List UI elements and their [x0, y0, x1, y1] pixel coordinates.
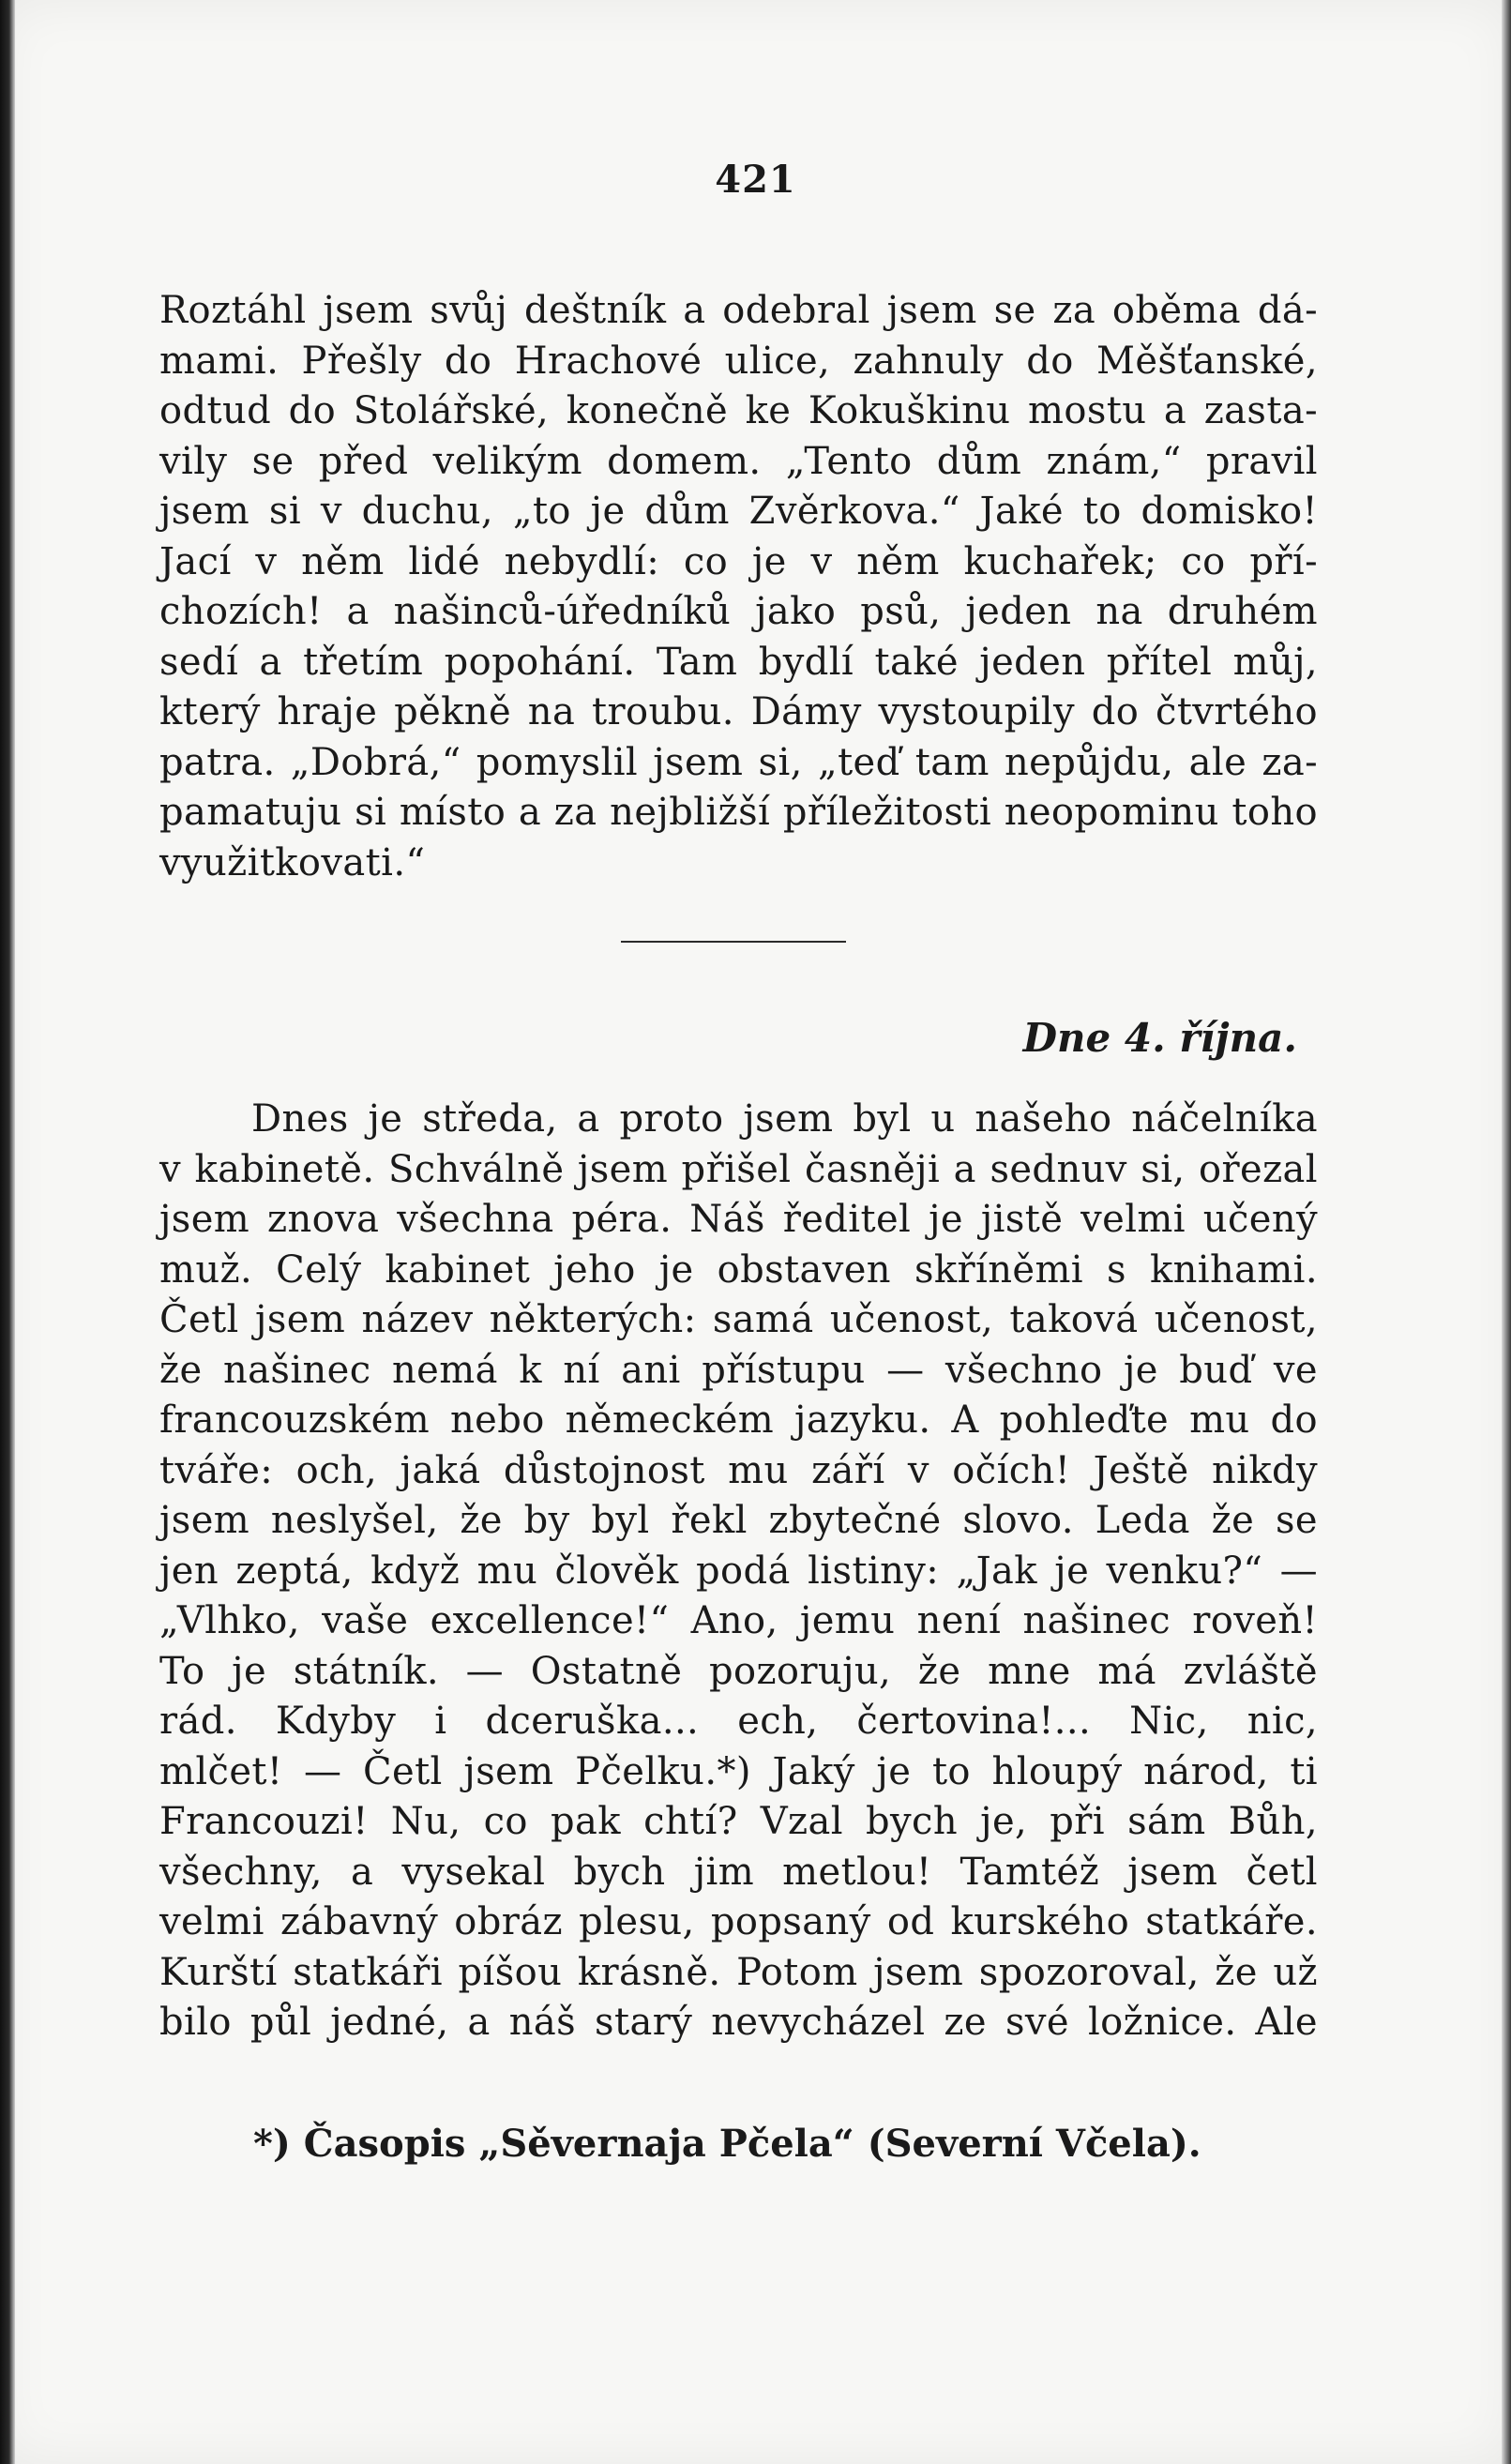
text-line: muž. Celý kabinet jeho je obstaven skříněmi s knihami. [159, 1247, 1318, 1292]
paragraph-1 [159, 286, 1318, 888]
text-line: jsem neslyšel, že by byl řekl zbytečné slovo. Leda že se [159, 1499, 1318, 1542]
text-line: chozích! a našinců-úředníků jako psů, jeden na druhém [159, 590, 1318, 633]
text-line: vily se před velikým domem. „Tento dům znám,“ pravil [159, 439, 1318, 483]
text-line: v kabinetě. Schválně jsem přišel časněji a sednuv si, ořezal [159, 1147, 1318, 1191]
text-line: který hraje pěkně na troubu. Dámy vystoupily do čtvrtého [159, 690, 1318, 733]
text-line: jsem si v duchu, „to je dům Zvěrkova.“ Jaké to domisko! [159, 490, 1318, 533]
footnote: *) Časopis „Sěvernaja Pčela“ (Severní Včela). [253, 2122, 1201, 2166]
text-line: že našinec nemá k ní ani přístupu — všechno je buď ve [159, 1348, 1318, 1392]
text-line: pamatuju si místo a za nejbližší příležitosti neopominu toho [159, 791, 1318, 834]
text-line: jen zeptá, když mu člověk podá listiny: „Jak je venku?“ — [159, 1549, 1318, 1593]
text-line: velmi zábavný obráz plesu, popsaný od kurského statkáře. [159, 1900, 1318, 1943]
text-line: „Vlhko, vaše excellence!“ Ano, jemu není našinec roveň! [159, 1599, 1318, 1642]
text-line: jsem znova všechna péra. Náš ředitel je jistě velmi učený [159, 1198, 1318, 1241]
text-line: francouzském nebo německém jazyku. A pohleďte mu do [159, 1398, 1318, 1442]
text-line: všechny, a vysekal bych jim metlou! Tamtéž jsem četl [159, 1850, 1318, 1894]
text-line: rád. Kdyby i dceruška... ech, čertovina!... Nic, nic, [159, 1700, 1318, 1743]
text-line: To je státník. — Ostatně pozoruju, že mne má zvláště [159, 1649, 1318, 1693]
text-line: mami. Přešly do Hrachové ulice, zahnuly do Měšťanské, [159, 339, 1318, 383]
page-left-edge [0, 0, 15, 2464]
paragraph-2 [159, 1095, 1318, 2048]
text-line: Jací v něm lidé nebydlí: co je v něm kuchařek; co pří- [159, 539, 1318, 583]
page-number: 421 [715, 158, 796, 202]
section-separator [621, 941, 846, 943]
text-line: využitkovati.“ [159, 840, 426, 884]
text-line: Četl jsem název některých: samá učenost, taková učenost, [159, 1298, 1318, 1341]
text-line: Kurští statkáři píšou krásně. Potom jsem spozoroval, že už [159, 1950, 1318, 1994]
text-line: odtud do Stolářské, konečně ke Kokuškinu mostu a zasta- [159, 389, 1318, 432]
text-line: tváře: och, jaká důstojnost mu září v očích! Ještě nikdy [159, 1448, 1318, 1492]
text-line: Roztáhl jsem svůj deštník a odebral jsem se za oběma dá- [159, 289, 1318, 332]
text-line: bilo půl jedné, a náš starý nevycházel ze své ložnice. Ale [159, 2001, 1318, 2044]
text-line: patra. „Dobrá,“ pomyslil jsem si, „teď tam nepůjdu, ale za- [159, 740, 1318, 784]
text-line: mlčet! — Četl jsem Pčelku.*) Jaký je to hloupý národ, ti [159, 1749, 1318, 1793]
text-line: Francouzi! Nu, co pak chtí? Vzal bych je, při sám Bůh, [159, 1800, 1318, 1843]
date-heading: Dne 4. října. [1022, 1015, 1297, 1061]
text-line: Dnes je středa, a proto jsem byl u našeho náčelníka [251, 1097, 1318, 1141]
text-line: sedí a třetím popohání. Tam bydlí také jeden přítel můj, [159, 640, 1318, 684]
page-right-edge [1502, 0, 1511, 2464]
